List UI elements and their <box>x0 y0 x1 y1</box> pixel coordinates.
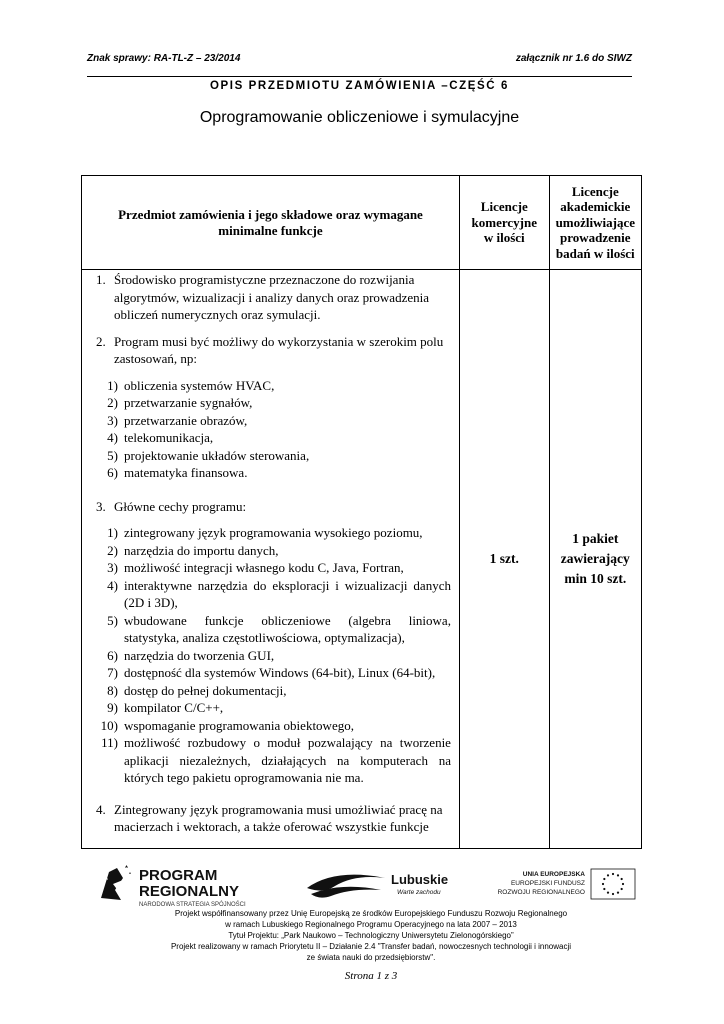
lubuskie-wave-icon <box>305 864 465 904</box>
eu-star-icon <box>622 883 624 885</box>
requirement-section <box>96 333 451 368</box>
svg-text:UNIA EUROPEJSKA: UNIA EUROPEJSKA <box>522 871 585 878</box>
item-number: 4) <box>107 577 118 593</box>
list-item <box>96 524 451 542</box>
svg-text:NARODOWA STRATEGIA SPÓJNOŚCI: NARODOWA STRATEGIA SPÓJNOŚCI <box>139 902 246 908</box>
eu-star-icon <box>607 874 609 876</box>
list-item <box>96 682 451 700</box>
eu-star-icon <box>607 892 609 894</box>
item-number: 1) <box>107 377 118 393</box>
item-number: 4) <box>107 430 118 445</box>
eu-star-icon <box>617 892 619 894</box>
footer-line: w ramach Lubuskiego Regionalnego Programu Operacyjnego na lata 2007 – 2013 <box>225 920 517 929</box>
svg-text:EUROPEJSKI FUNDUSZ: EUROPEJSKI FUNDUSZ <box>510 880 585 887</box>
section-number: 1. <box>96 272 106 287</box>
item-number: 2) <box>107 542 118 558</box>
section-text: Środowisko programistyczne przeznaczone do rozwijania algorytmów, wizualizacji i analizy danych oraz prowadzenia obliczeń numerycznych oraz symulacji. <box>114 272 429 322</box>
footer-line: ze świata nauki do przedsiębiorstw". <box>306 953 436 962</box>
section-text: Główne cechy programu: <box>114 498 247 514</box>
item-text: możliwość integracji własnego kodu C, Java, Fortran, <box>124 560 404 575</box>
footer-line: Tytuł Projektu: „Park Naukowo – Technologiczny Uniwersytetu Zielonogórskiego” <box>228 931 514 940</box>
page-number: Strona 1 z 3 <box>344 970 398 982</box>
item-text: obliczenia systemów HVAC, <box>124 377 275 393</box>
list-item <box>96 447 451 465</box>
document-title: OPIS PRZEDMIOTU ZAMÓWIENIA –CZĘŚĆ 6 <box>209 80 509 92</box>
eu-star-icon <box>602 883 604 885</box>
svg-text:REGIONALNY: REGIONALNY <box>139 883 240 900</box>
item-text: wbudowane funkcje obliczeniowe (algebra liniowa, statystyka, analiza częstotliwościowa, optymalizacja), <box>124 612 451 645</box>
svg-text:ROZWOJU REGIONALNEGO: ROZWOJU REGIONALNEGO <box>497 889 585 896</box>
footer-line: Projekt realizowany w ramach Priorytetu II – Działanie 2.4 "Transfer badań, nowoczesnych technologii i innowacji <box>170 942 572 951</box>
item-number: 6) <box>107 465 118 480</box>
item-text: dostęp do pełnej dokumentacji, <box>124 682 287 698</box>
eu-logo <box>475 866 643 909</box>
list-item <box>96 559 451 577</box>
list-item <box>96 464 451 482</box>
list-item <box>96 612 451 647</box>
item-number: 9) <box>107 700 118 715</box>
footer-line: Projekt współfinansowany przez Unię Europejską ze środków Europejskiego Funduszu Rozwoju Regionalnego <box>174 909 568 918</box>
section-number: 3. <box>96 498 106 514</box>
section-number: 4. <box>96 801 106 817</box>
requirement-section <box>96 271 451 324</box>
item-text: narzędzia do importu danych, <box>124 542 279 558</box>
eu-star-icon <box>603 888 605 890</box>
item-text: wspomaganie programowania obiektowego, <box>124 717 354 733</box>
table-header-row <box>82 176 642 270</box>
item-number: 2) <box>107 395 118 410</box>
eu-star-icon <box>621 888 623 890</box>
attachment-label: załącznik nr 1.6 do SIWZ <box>515 53 632 64</box>
lubuskie-logo <box>305 864 465 909</box>
list-item <box>96 429 451 447</box>
list-item <box>96 377 451 395</box>
program-regionalny-icon <box>95 860 295 908</box>
specification-table <box>81 175 642 849</box>
footer-notice <box>87 908 655 963</box>
header-divider <box>87 76 632 77</box>
item-text: interaktywne narzędzia do eksploracji i wizualizacji danych (2D i 3D), <box>124 577 451 610</box>
header-academic: Licencje akademickie umożliwiające prowadzenie badań w ilości <box>549 176 641 270</box>
item-text: kompilator C/C++, <box>124 700 224 715</box>
academic-quantity: 1 pakiet zawierający min 10 szt. <box>549 270 641 849</box>
list-item <box>96 412 451 430</box>
item-text: przetwarzanie obrazów, <box>124 412 248 428</box>
list-item <box>96 394 451 412</box>
svg-text:PROGRAM: PROGRAM <box>139 867 218 884</box>
requirements-cell <box>82 270 460 849</box>
header-commercial: Licencje komercyjne w ilości <box>459 176 549 270</box>
document-subtitle: Oprogramowanie obliczeniowe i symulacyjne <box>199 109 520 126</box>
requirements-list <box>82 270 459 836</box>
eu-star-icon <box>617 874 619 876</box>
section-number: 2. <box>96 333 106 349</box>
eu-flag-icon <box>475 866 643 904</box>
case-number: Znak sprawy: RA-TL-Z – 23/2014 <box>87 53 241 64</box>
table-row <box>82 270 642 849</box>
item-text: możliwość rozbudowy o moduł pozwalający na tworzenie aplikacji niezależnych, działających na komputerach na których tego pakietu oprogramowania nie ma. <box>124 735 451 785</box>
list-item <box>96 664 451 682</box>
program-regionalny-logo <box>95 860 295 913</box>
list-item <box>96 699 451 717</box>
item-text: telekomunikacja, <box>124 430 214 445</box>
svg-text:Lubuskie: Lubuskie <box>391 872 449 887</box>
item-text: dostępność dla systemów Windows (64-bit), Linux (64-bit), <box>124 665 436 680</box>
item-number: 8) <box>107 682 118 698</box>
item-text: matematyka finansowa. <box>124 465 248 480</box>
footer-logos <box>95 860 655 910</box>
item-number: 6) <box>107 647 118 663</box>
item-number: 5) <box>107 447 118 463</box>
list-item <box>96 647 451 665</box>
item-number: 1) <box>107 525 118 540</box>
svg-text:Warte zachodu: Warte zachodu <box>397 889 441 896</box>
list-item <box>96 734 451 787</box>
list-item <box>96 717 451 735</box>
item-number: 11) <box>101 735 118 750</box>
commercial-quantity: 1 szt. <box>459 270 549 849</box>
item-text: narzędzia do tworzenia GUI, <box>124 647 275 663</box>
item-text: przetwarzanie sygnałów, <box>124 395 253 410</box>
eu-star-icon <box>621 878 623 880</box>
item-number: 10) <box>100 717 118 733</box>
eu-star-icon <box>612 873 614 875</box>
requirement-items <box>96 524 451 787</box>
requirement-items <box>96 377 451 482</box>
requirement-section <box>96 498 451 516</box>
item-text: projektowanie układów sterowania, <box>124 447 310 463</box>
item-number: 7) <box>107 665 118 680</box>
section-text: Zintegrowany język programowania musi umożliwiać pracę na macierzach i wektorach, a także oferować wszystkie funkcje <box>114 801 443 834</box>
item-number: 3) <box>107 412 118 428</box>
eu-star-icon <box>612 893 614 895</box>
section-text: Program musi być możliwy do wykorzystania w szerokim polu zastosowań, np: <box>114 333 444 366</box>
requirement-section <box>96 801 451 836</box>
eu-star-icon <box>603 878 605 880</box>
list-item <box>96 542 451 560</box>
header-subject: Przedmiot zamówienia i jego składowe oraz wymagane minimalne funkcje <box>82 176 460 270</box>
item-text: zintegrowany język programowania wysokiego poziomu, <box>124 525 423 540</box>
list-item <box>96 577 451 612</box>
item-number: 5) <box>107 612 118 628</box>
item-number: 3) <box>107 560 118 575</box>
